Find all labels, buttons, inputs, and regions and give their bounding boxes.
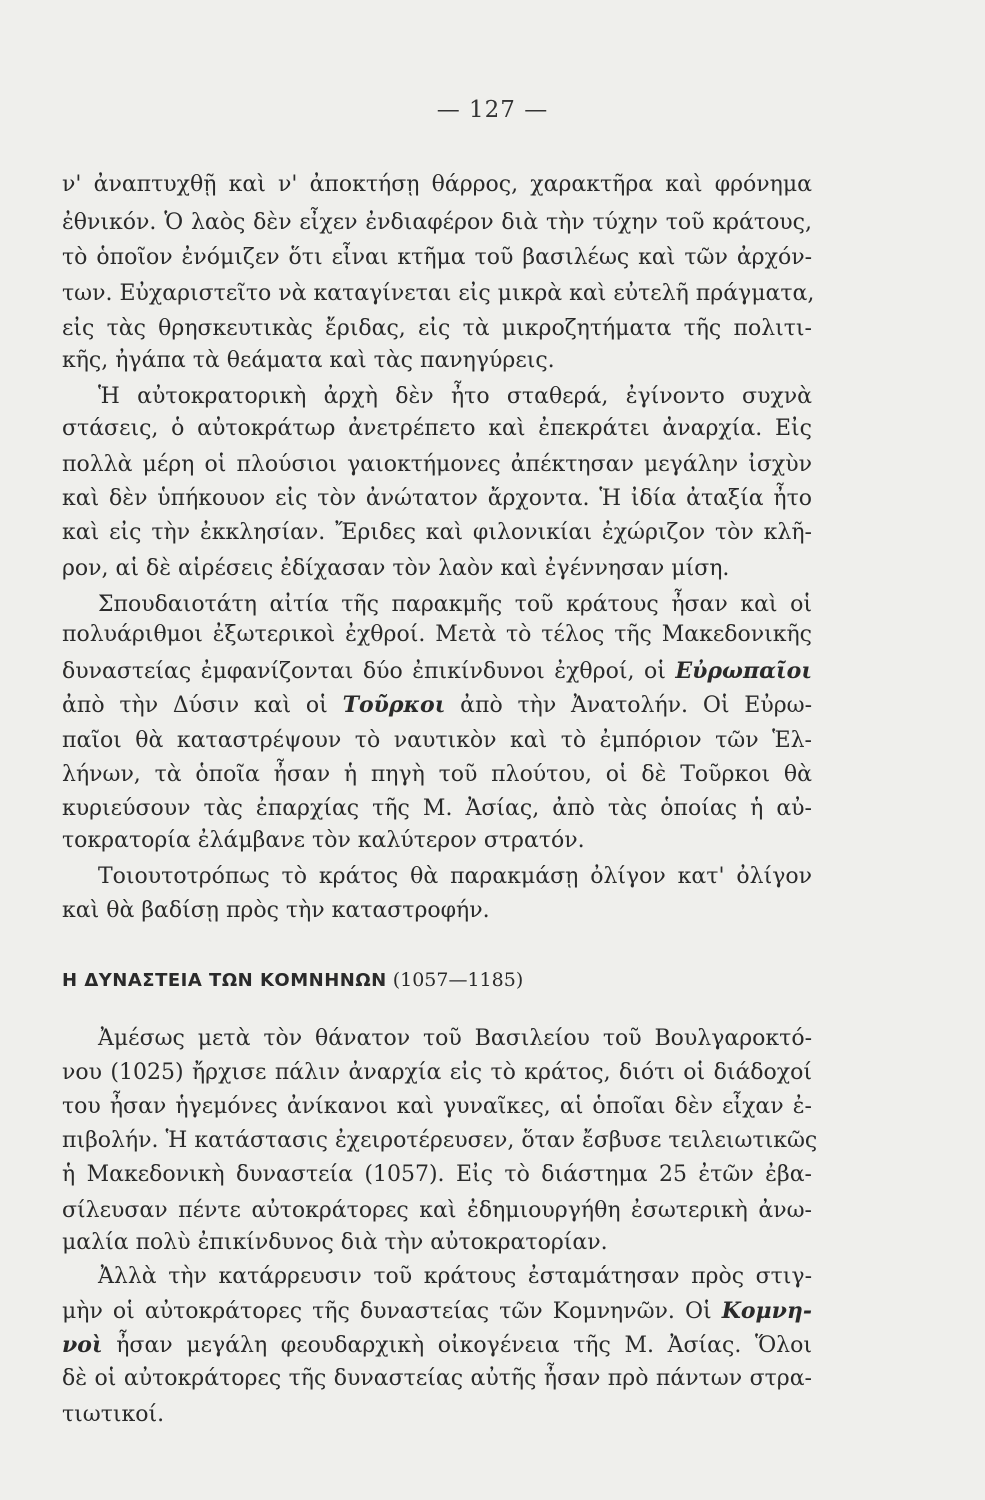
text-line: Ἀλλὰ τὴν κατάρρευσιν τοῦ κράτους ἐσταμάτησαν πρὸς στιγ- [98,1264,812,1289]
text-line: καὶ θὰ βαδίσῃ πρὸς τὴν καταστροφήν. [62,898,490,923]
text-segment: ἦσαν μεγάλη φεουδαρχικὴ οἰκογένεια τῆς Μ. Ἀσίας. Ὅλοι [116,1333,812,1358]
text-line: δὲ οἱ αὐτοκράτορες τῆς δυναστείας αὐτῆς ἦσαν πρὸ πάντων στρα- [62,1366,812,1391]
text-segment: ἀπὸ τὴν Ἀνατολήν. Οἱ Εὐρω- [460,693,813,718]
emphasis-komnenoi-cont: νοὶ [62,1332,103,1358]
text-line: Ἡ αὐτοκρατορικὴ ἀρχὴ δὲν ἦτο σταθερά, ἐγίνοντο συχνὰ [98,384,812,409]
page-number: — 127 — [436,97,549,123]
section-title: Η ΔΥΝΑΣΤΕΙΑ ΤΩΝ ΚΟΜΝΗΝΩΝ [62,970,387,991]
text-line: κυριεύσουν τὰς ἐπαρχίας τῆς Μ. Ἀσίας, ἀπὸ τὰς ὁποίας ἡ αὐ- [62,796,812,821]
text-segment: ἀπὸ τὴν Δύσιν καὶ οἱ [62,693,328,718]
text-line: νου (1025) ἤρχισε πάλιν ἀναρχία εἰς τὸ κράτος, διότι οἱ διάδοχοί [62,1060,812,1085]
text-line: κῆς, ἠγάπα τὰ θεάματα καὶ τὰς πανηγύρεις. [62,348,555,373]
emphasis-turks: Τοῦρκοι [342,692,446,718]
text-line: στάσεις, ὁ αὐτοκράτωρ ἀνετρέπετο καὶ ἐπεκράτει ἀναρχία. Εἰς [62,416,812,441]
text-line [62,690,812,721]
text-line: ν' ἀναπτυχθῇ καὶ ν' ἀποκτήσῃ θάρρος, χαρακτῆρα καὶ φρόνημα [62,172,812,197]
text-line [62,656,812,687]
emphasis-europeans: Εὐρωπαῖοι [675,658,812,684]
text-line [62,1330,812,1361]
text-line: τὸ ὁποῖον ἐνόμιζεν ὅτι εἶναι κτῆμα τοῦ βασιλέως καὶ τῶν ἀρχόν- [62,245,812,270]
text-line: πιβολήν. Ἡ κατάστασις ἐχειροτέρευσεν, ὅταν ἔσβυσε τειλειωτικῶς [62,1128,818,1153]
text-line: τοκρατορία ἐλάμβανε τὸν καλύτερον στρατόν. [62,828,585,853]
text-line: τιωτικοί. [62,1402,165,1427]
text-line: πολλὰ μέρη οἱ πλούσιοι γαιοκτήμονες ἀπέκτησαν μεγάλην ἰσχὺν [62,452,812,477]
text-line: σίλευσαν πέντε αὐτοκράτορες καὶ ἐδημιουργήθη ἐσωτερικὴ ἀνω- [62,1198,812,1223]
text-line: Σπουδαιοτάτη αἰτία τῆς παρακμῆς τοῦ κράτους ἦσαν καὶ οἱ [98,592,812,617]
text-line: καὶ δὲν ὑπήκουον εἰς τὸν ἀνώτατον ἄρχοντα. Ἡ ἰδία ἀταξία ἦτο [62,486,812,511]
section-heading [62,964,523,996]
text-line: ἡ Μακεδονικὴ δυναστεία (1057). Εἰς τὸ διάστημα 25 ἐτῶν ἐβα- [62,1162,812,1187]
text-line: λήνων, τὰ ὁποῖα ἦσαν ἡ πηγὴ τοῦ πλούτου, οἱ δὲ Τοῦρκοι θὰ [62,762,812,787]
text-line: παῖοι θὰ καταστρέψουν τὸ ναυτικὸν καὶ τὸ ἐμπόριον τῶν Ἑλ- [62,728,812,753]
section-years: (1057—1185) [392,969,524,991]
text-line: ρον, αἱ δὲ αἱρέσεις ἐδίχασαν τὸν λαὸν καὶ ἐγέννησαν μίση. [62,556,730,581]
text-segment: μὴν οἱ αὐτοκράτορες τῆς δυναστείας τῶν Κομνηνῶν. Οἱ [62,1299,712,1324]
text-line: καὶ εἰς τὴν ἐκκλησίαν. Ἔριδες καὶ φιλονικίαι ἐχώριζον τὸν κλῆ- [62,520,812,545]
text-line: Τοιουτοτρόπως τὸ κράτος θὰ παρακμάσῃ ὀλίγον κατ' ὀλίγον [98,864,812,889]
text-line: ἐθνικόν. Ὁ λαὸς δὲν εἶχεν ἐνδιαφέρον διὰ τὴν τύχην τοῦ κράτους, [62,210,812,235]
text-line [62,1296,812,1327]
text-segment: δυναστείας ἐμφανίζονται δύο ἐπικίνδυνοι ἐχθροί, οἱ [62,659,666,684]
text-line: πολυάριθμοι ἐξωτερικοὶ ἐχθροί. Μετὰ τὸ τέλος τῆς Μακεδονικῆς [62,622,812,647]
text-line: του ἦσαν ἡγεμόνες ἀνίκανοι καὶ γυναῖκες, αἱ ὁποῖαι δὲν εἶχαν ἐ- [62,1094,812,1119]
text-line: Ἀμέσως μετὰ τὸν θάνατον τοῦ Βασιλείου τοῦ Βουλγαροκτό- [98,1026,812,1051]
text-line: εἰς τὰς θρησκευτικὰς ἔριδας, εἰς τὰ μικροζητήματα τῆς πολιτι- [62,316,812,341]
text-line: των. Εὐχαριστεῖτο νὰ καταγίνεται εἰς μικρὰ καὶ εὐτελῆ πράγματα, [62,281,815,306]
text-line: μαλία πολὺ ἐπικίνδυνος διὰ τὴν αὐτοκρατορίαν. [62,1230,608,1255]
emphasis-komnenoi: Κομνη- [721,1298,812,1324]
